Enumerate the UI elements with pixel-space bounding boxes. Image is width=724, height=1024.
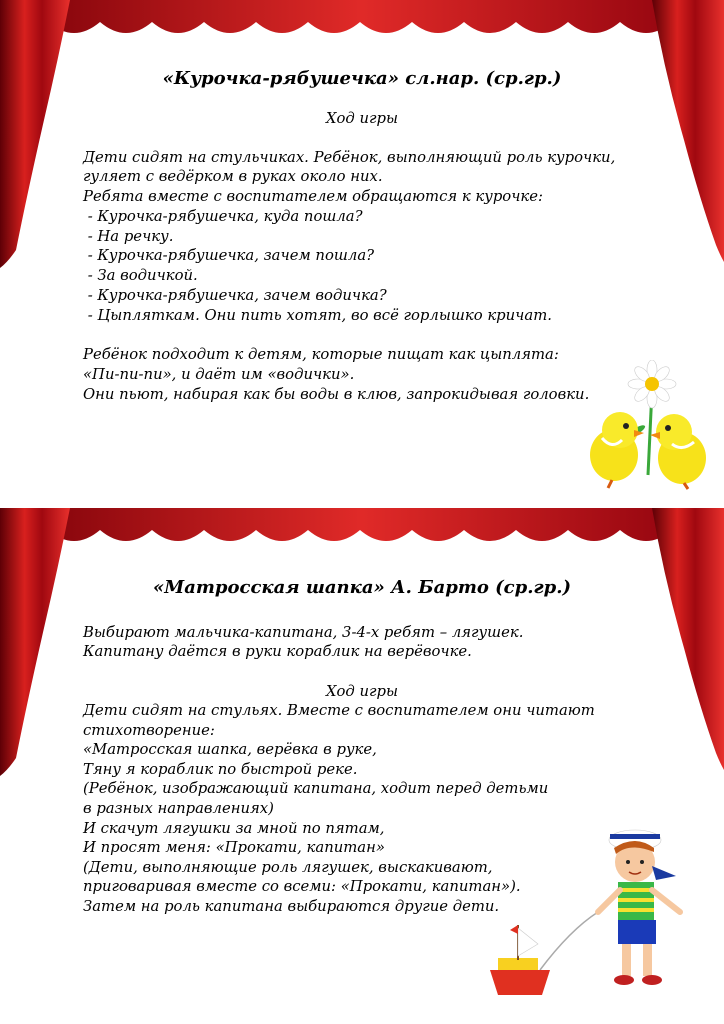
section1-line: - На речку. [83, 228, 174, 245]
section2-line: И просят меня: «Прокати, капитан» [83, 839, 385, 856]
section1-line: - За водичкой. [83, 267, 198, 284]
section2-line: Дети сидят на стульях. Вместе с воспитателем они читают [83, 702, 595, 719]
section2-line: И скачут лягушки за мной по пятам, [83, 820, 385, 837]
section2-subtitle: Ход игры [325, 683, 399, 700]
section1-line: Дети сидят на стульчиках. Ребёнок, выполняющий роль курочки, [83, 149, 616, 166]
section2-line: в разных направлениях) [83, 800, 274, 817]
section2-line: Затем на роль капитана выбираются другие дети. [83, 898, 500, 915]
section2-line: стихотворение: [83, 722, 215, 739]
section2-line: Тяну я кораблик по быстрой реке. [83, 761, 358, 778]
panel-kurochka [0, 0, 724, 504]
section1-line: - Курочка-рябушечка, зачем пошла? [83, 247, 375, 264]
section1-subtitle: Ход игры [325, 110, 399, 127]
section1-line: Ребёнок подходит к детям, которые пищат как цыплята: [83, 346, 559, 363]
section1-line: - Курочка-рябушечка, зачем водичка? [83, 287, 387, 304]
section2-title: «Матросская шапка» А. Барто (ср.гр.) [153, 577, 571, 598]
section1-line: «Пи-пи-пи», и даёт им «водички». [83, 366, 355, 383]
section1-line: - Цыпляткам. Они пить хотят, во всё горлышко кричат. [83, 307, 552, 324]
section2-line: «Матросская шапка, верёвка в руке, [83, 741, 377, 758]
chicks-with-daisy-illustration [582, 360, 712, 490]
section2-line: приговаривая вместе со всеми: «Прокати, капитан»). [83, 878, 521, 895]
section2-line: (Дети, выполняющие роль лягушек, выскакивают, [83, 859, 493, 876]
section1-title: «Курочка-рябушечка» сл.нар. (ср.гр.) [162, 68, 562, 89]
section1-line: Они пьют, набирая как бы воды в клюв, запрокидывая головки. [83, 386, 590, 403]
panel-matrosskaya-shapka [0, 508, 724, 1024]
section2-intro-line: Выбирают мальчика-капитана, 3-4-х ребят – лягушек. [83, 624, 524, 641]
sailor-boy-with-boat-illustration [480, 820, 710, 1020]
section1-line: гуляет с ведёрком в руках около них. [83, 168, 383, 185]
section1-line: - Курочка-рябушечка, куда пошла? [83, 208, 363, 225]
section2-line: (Ребёнок, изображающий капитана, ходит перед детьми [83, 780, 549, 797]
section1-line: Ребята вместе с воспитателем обращаются к курочке: [83, 188, 543, 205]
section2-intro-line: Капитану даётся в руки кораблик на верёвочке. [83, 643, 472, 660]
